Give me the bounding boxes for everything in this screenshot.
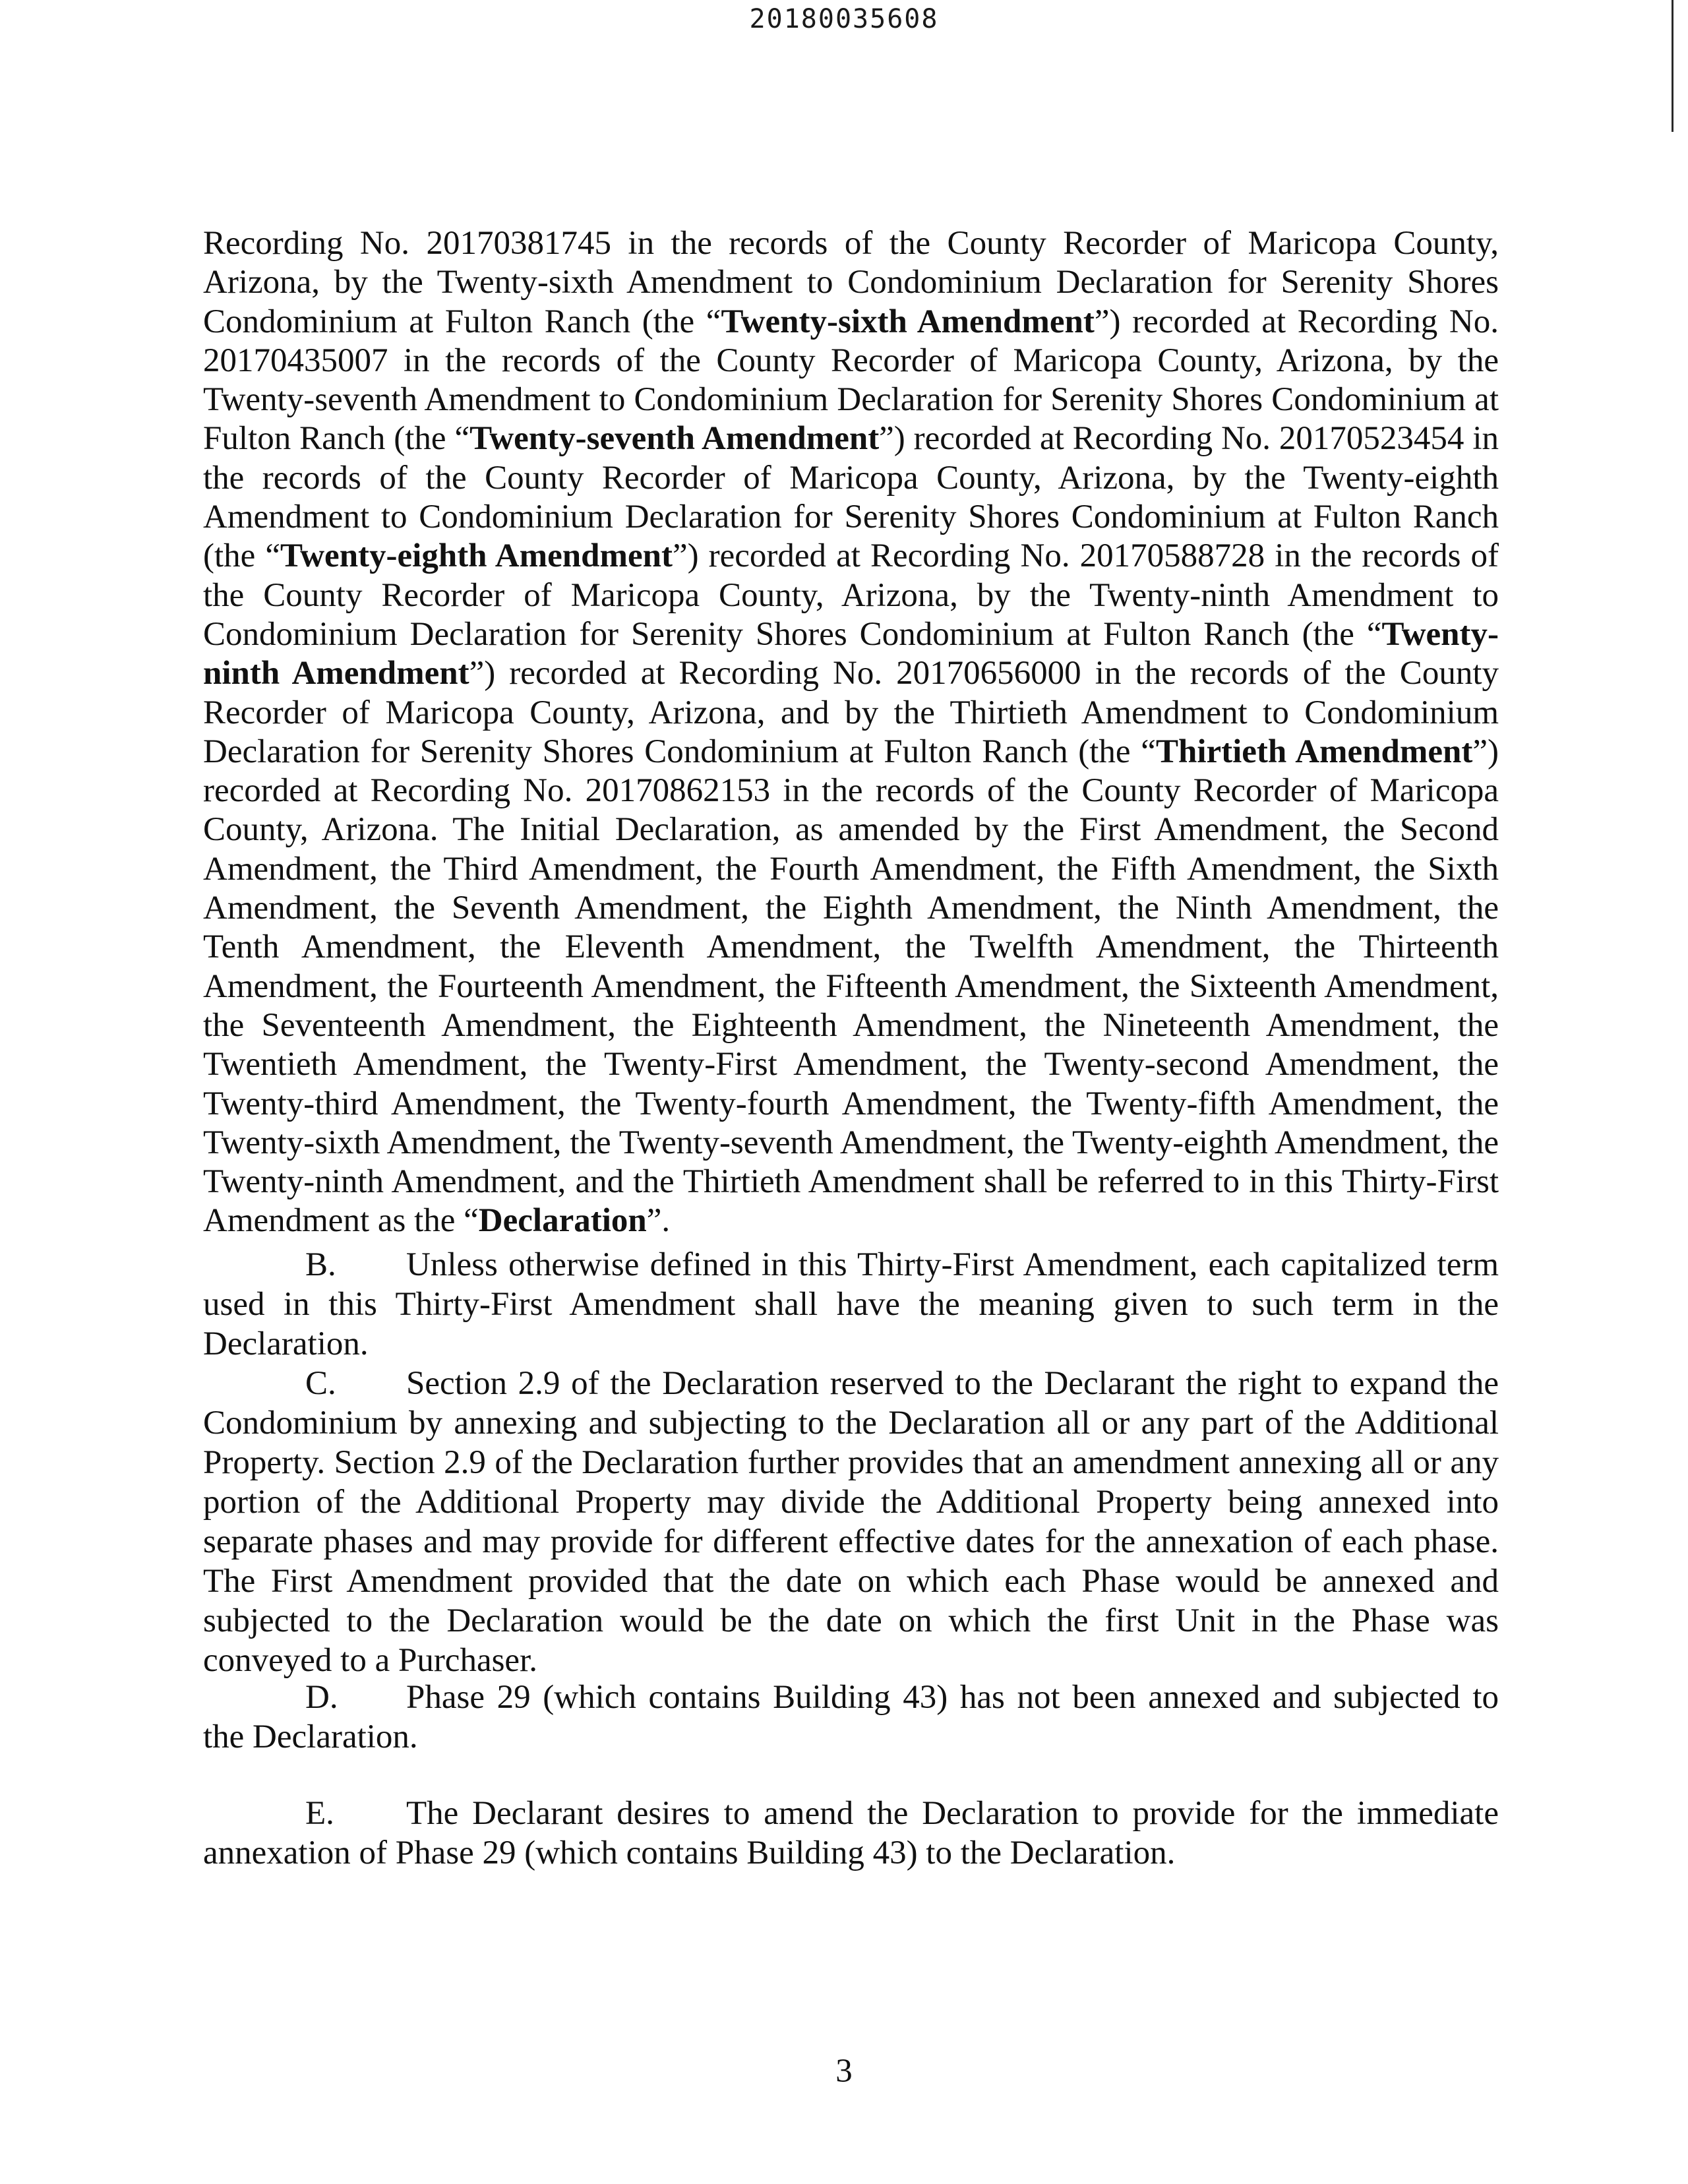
intro-text: ”) recorded at Recording No. 20170588728 in the records of the County Recorder of Maricopa County, Arizona, by the Twenty-ninth Amendment to Condominium Declaration for Serenity Shores Condominium at Fulton Ranch (the “ [203, 537, 1499, 653]
recital-d [203, 1678, 1499, 1757]
recital-letter: D. [305, 1679, 338, 1716]
recital-text: Phase 29 (which contains Building 43) has not been annexed and subjected to the Declaration. [203, 1679, 1499, 1755]
recital-letter: E. [305, 1795, 334, 1832]
scan-edge-line [1672, 0, 1673, 132]
recital-b [203, 1245, 1499, 1364]
intro-text: ”) recorded at Recording No. 20170523454 in the records of the County Recorder of Maricopa County, Arizona, by the Twenty-eighth Amendment to Condominium Declaration for Serenity Shores Condominium at Fulton Ranch (the “ [203, 420, 1499, 575]
recital-letter: B. [305, 1246, 336, 1283]
recital-text: Unless otherwise defined in this Thirty-First Amendment, each capitalized term used in this Thirty-First Amendment shall have the meaning given to such term in the Declaration. [203, 1246, 1499, 1362]
recital-c [203, 1364, 1499, 1680]
recording-document-number: 20180035608 [749, 4, 939, 34]
recital-text: Section 2.9 of the Declaration reserved to the Declarant the right to expand the Condominium by annexing and subjecting to the Declaration all or any part of the Additional Property. Section 2.9 of the Declaration further provides that an amendment annexing all or any portion of the Additional Property may divide the Additional Property being annexed into separate phases and may provide for different effective dates for the annexation of each phase. The First Amendment provided that the date on which each Phase would be annexed and subjected to the Declaration would be the date on which the first Unit in the Phase was conveyed to a Purchaser. [203, 1365, 1499, 1679]
defined-term: Twenty-ninth Amendment [203, 615, 1499, 692]
defined-term: Twenty-seventh Amendment [469, 420, 880, 458]
intro-text: Recording No. 20170381745 in the records of the County Recorder of Maricopa County, Arizona, by the Twenty-sixth Amendment to Condominium Declaration for Serenity Shores Condominium at Fulton Ranch (the “ [203, 225, 1499, 340]
intro-paragraph [203, 224, 1499, 1241]
intro-text: ”) recorded at Recording No. 20170862153 in the records of the County Recorder of Maricopa County, Arizona. The Initial Declaration, as amended by the First Amendment, the Second Amendment, the Third Amendment, the Fourth Amendment, the Fifth Amendment, the Sixth Amendment, the Seventh Amendment, the Eighth Amendment, the Ninth Amendment, the Tenth Amendment, the Eleventh Amendment, the Twelfth Amendment, the Thirteenth Amendment, the Fourteenth Amendment, the Fifteenth Amendment, the Sixteenth Amendment, the Seventeenth Amendment, the Eighteenth Amendment, the Nineteenth Amendment, the Twentieth Amendment, the Twenty-First Amendment, the Twenty-second Amendment, the Twenty-third Amendment, the Twenty-fourth Amendment, the Twenty-fifth Amendment, the Twenty-sixth Amendment, the Twenty-seventh Amendment, the Twenty-eighth Amendment, the Twenty-ninth Amendment, and the Thirtieth Amendment shall be referred to in this Thirty-First Amendment as the “ [203, 733, 1499, 1240]
recital-letter: C. [305, 1365, 336, 1402]
page-number: 3 [835, 2053, 853, 2090]
intro-text: ”) recorded at Recording No. 20170656000 in the records of the County Recorder of Maricopa County, Arizona, and by the Thirtieth Amendment to Condominium Declaration for Serenity Shores Condominium at Fulton Ranch (the “ [203, 655, 1499, 770]
defined-term: Twenty-sixth Amendment [721, 303, 1095, 340]
recital-text: The Declarant desires to amend the Declaration to provide for the immediate annexation of Phase 29 (which contains Building 43) to the Declaration. [203, 1795, 1499, 1871]
defined-term: Twenty-eighth Amendment [280, 537, 673, 575]
defined-term: Thirtieth Amendment [1155, 733, 1473, 770]
defined-term: Declaration [478, 1202, 647, 1240]
intro-text: ”) recorded at Recording No. 20170435007 in the records of the County Recorder of Maricopa County, Arizona, by the Twenty-seventh Amendment to Condominium Declaration for Serenity Shores Condominium at Fulton Ranch (the “ [203, 303, 1499, 458]
recital-e [203, 1794, 1499, 1873]
intro-text: ”. [646, 1202, 671, 1240]
